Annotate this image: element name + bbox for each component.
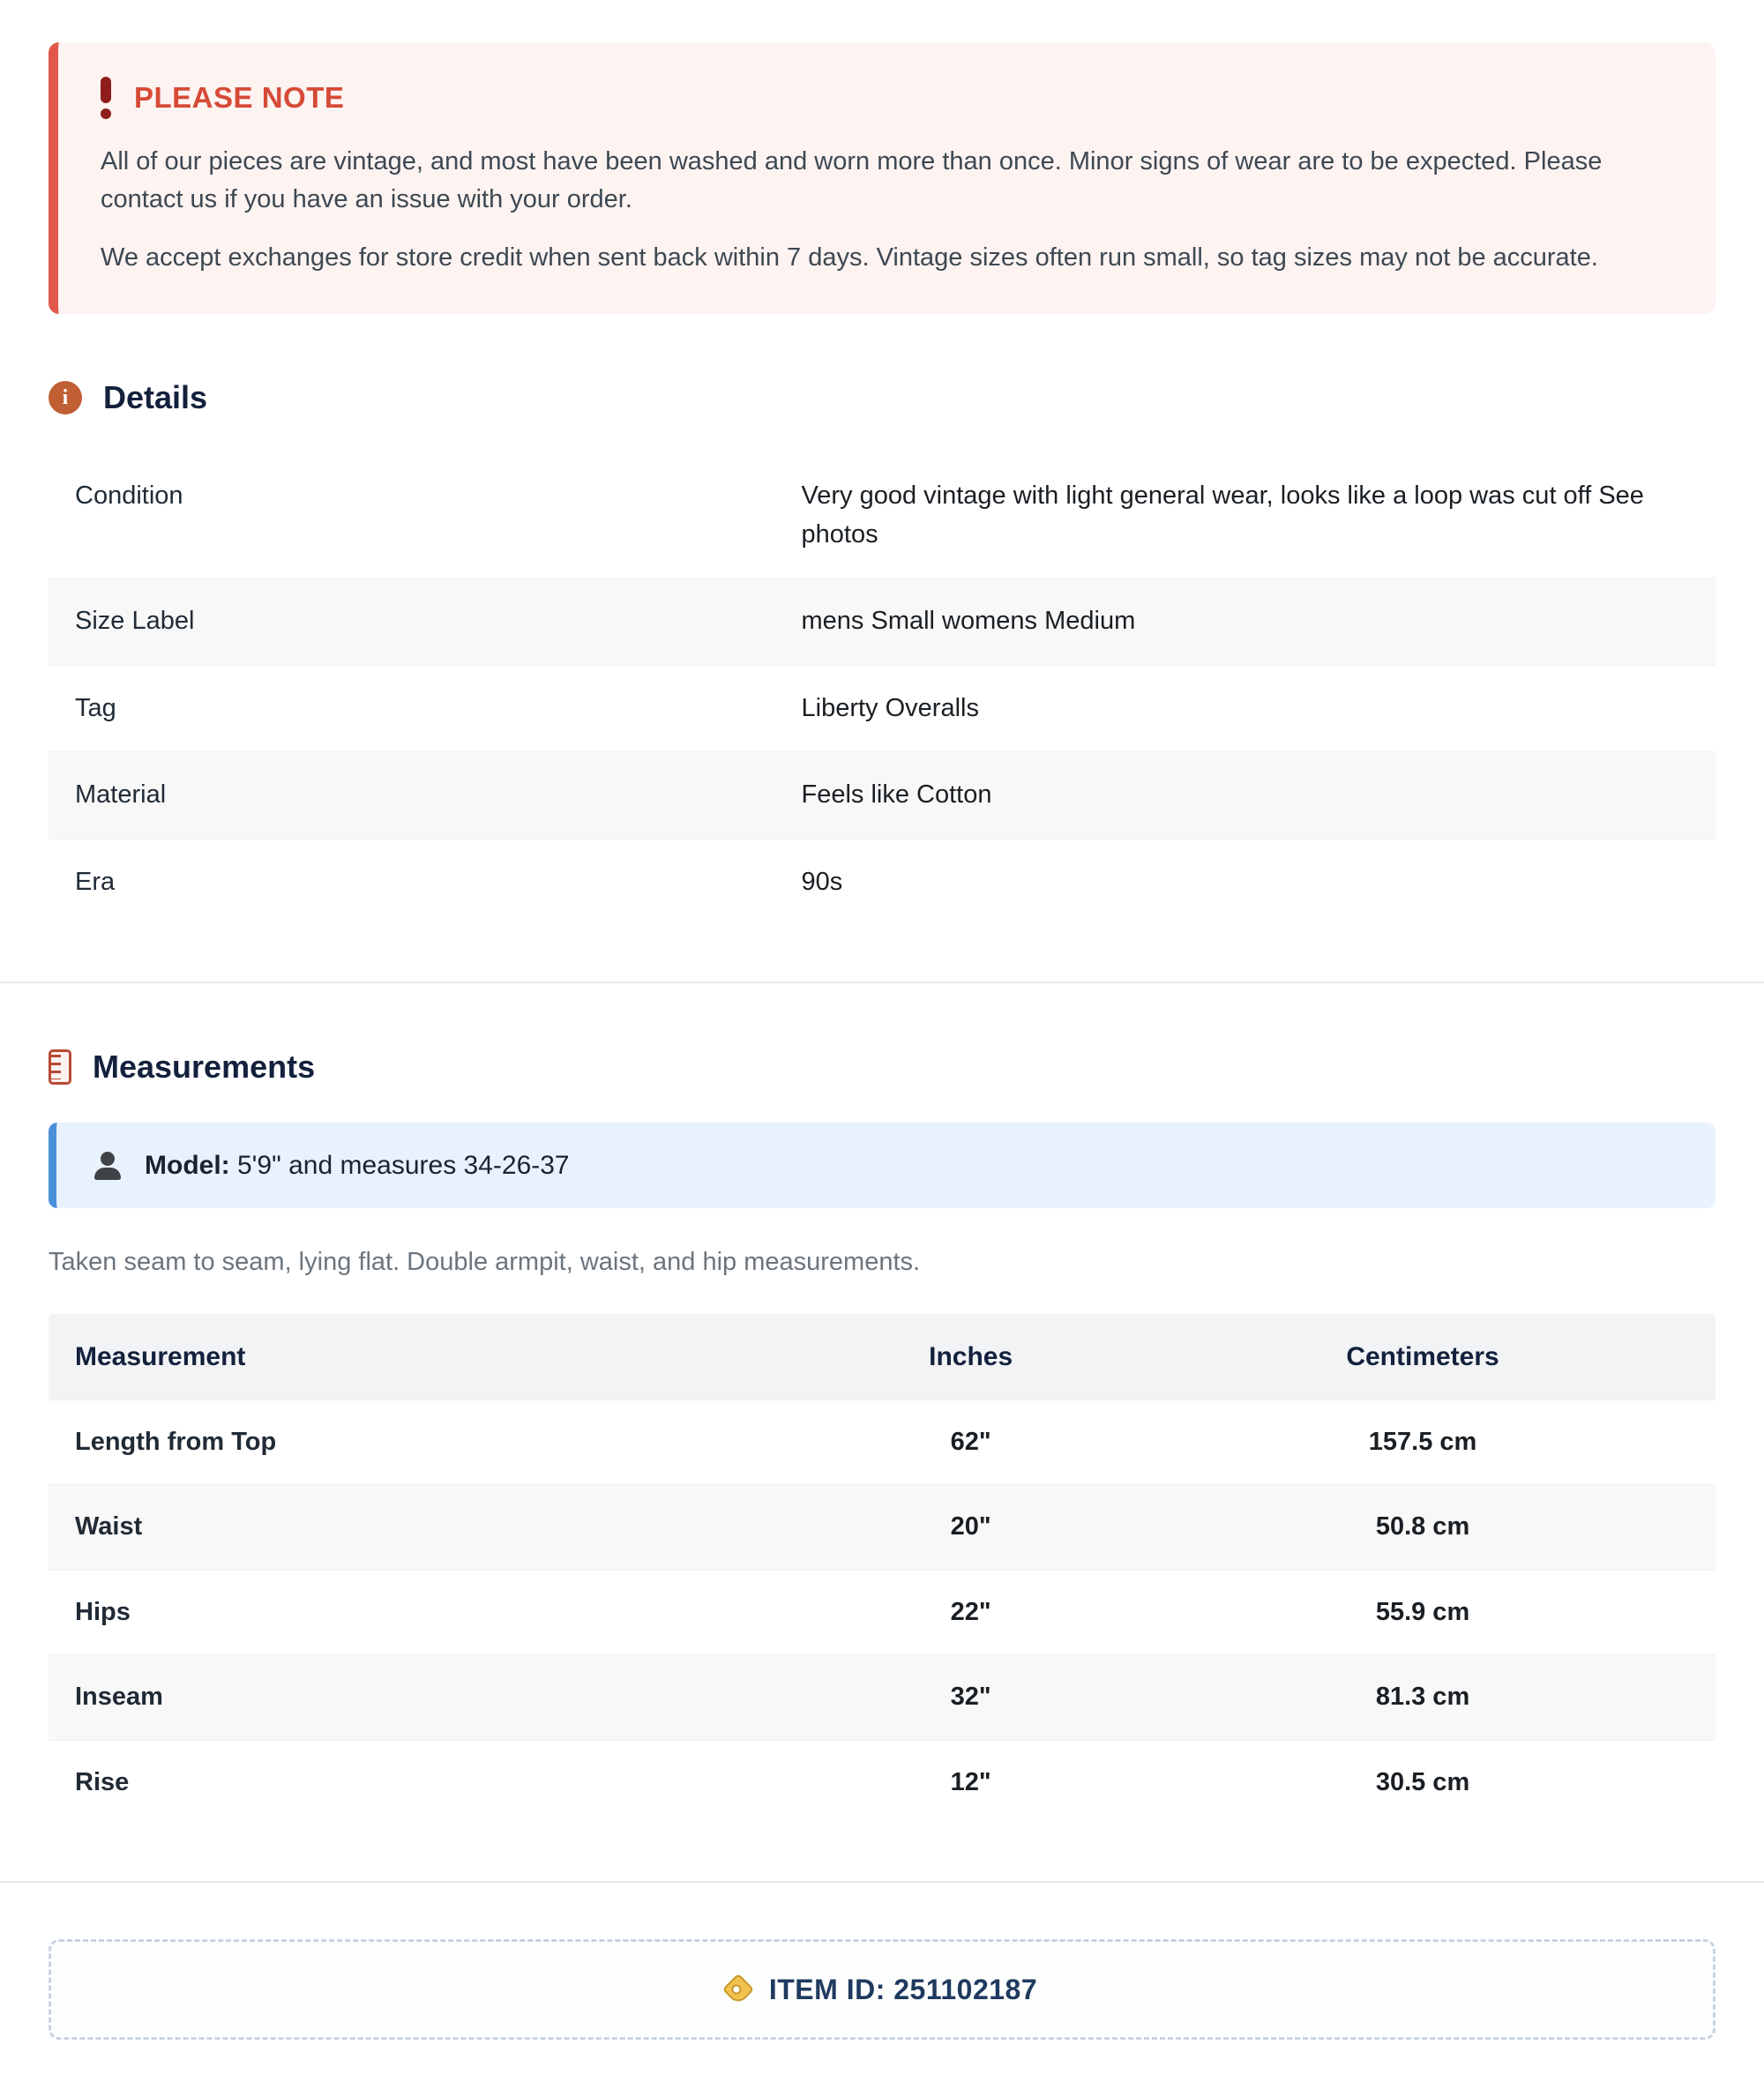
alert-title: PLEASE NOTE [134,81,345,114]
model-info-box [49,1123,1715,1208]
detail-value: 90s [801,867,843,896]
measurements-section-header [49,1043,1715,1091]
model-text [145,1146,570,1185]
detail-value: Feels like Cotton [801,780,992,809]
table-row [49,751,1715,839]
measurement-cm: 157.5 cm [1368,1427,1477,1456]
header-inches: Inches [929,1341,1013,1371]
info-icon: i [49,381,82,414]
measurement-cm: 30.5 cm [1375,1767,1470,1796]
table-header-row [49,1314,1715,1400]
model-value: 5'9" and measures 34-26-37 [237,1151,570,1180]
ruler-icon [49,1049,71,1085]
measurement-note: Taken seam to seam, lying flat. Double armpit, waist, and hip measurements. [49,1248,921,1276]
measurement-name: Hips [75,1597,131,1626]
measurement-inches: 22" [950,1597,991,1626]
measurement-inches: 20" [950,1512,991,1541]
detail-label: Era [75,867,116,896]
measurement-inches: 32" [950,1683,991,1711]
please-note-alert [49,42,1715,314]
measurement-inches: 62" [950,1427,991,1456]
item-id-label: ITEM ID: 251102187 [768,1974,1038,2005]
header-centimeters: Centimeters [1346,1341,1499,1371]
measurement-cm: 81.3 cm [1375,1683,1470,1711]
item-id-box [49,1939,1715,2040]
table-row [49,839,1715,926]
model-label: Model: [145,1151,230,1180]
measurement-name: Inseam [75,1683,163,1711]
table-row [49,1570,1715,1655]
tag-icon [721,1974,754,2006]
detail-label: Condition [75,481,183,510]
alert-header [101,76,1673,120]
alert-paragraph-1: All of our pieces are vintage, and most have been washed and worn more than once. Minor signs of wear are to be expected. Please contact us if you have an issue with your order. [101,146,1603,213]
details-table [49,453,1715,925]
table-row [49,665,1715,752]
measurements-section-title: Measurements [93,1049,316,1085]
section-divider [0,982,1764,983]
exclamation-icon [101,77,111,119]
person-icon [92,1150,123,1182]
details-section-header [49,374,1715,422]
header-measurement: Measurement [75,1341,246,1371]
table-row [49,578,1715,665]
table-row [49,453,1715,578]
table-row [49,1654,1715,1740]
measurement-cm: 55.9 cm [1375,1597,1470,1626]
section-divider [0,1881,1764,1883]
table-row [49,1740,1715,1825]
detail-value: Very good vintage with light general wear, looks like a loop was cut off See photos [801,481,1644,549]
measurement-inches: 12" [950,1767,991,1796]
detail-label: Material [75,780,167,809]
detail-value: Liberty Overalls [801,693,979,722]
detail-label: Size Label [75,607,195,635]
measurement-name: Waist [75,1512,143,1541]
table-row [49,1484,1715,1570]
alert-paragraph-2: We accept exchanges for store credit when sent back within 7 days. Vintage sizes often run small, so tag sizes may not be accurate. [101,243,1598,272]
measurement-cm: 50.8 cm [1375,1512,1470,1541]
details-section-title: Details [103,379,208,415]
detail-value: mens Small womens Medium [801,607,1136,635]
measurements-table [49,1314,1715,1825]
measurement-name: Length from Top [75,1427,277,1456]
measurement-name: Rise [75,1767,130,1796]
detail-label: Tag [75,693,116,722]
table-row [49,1400,1715,1485]
